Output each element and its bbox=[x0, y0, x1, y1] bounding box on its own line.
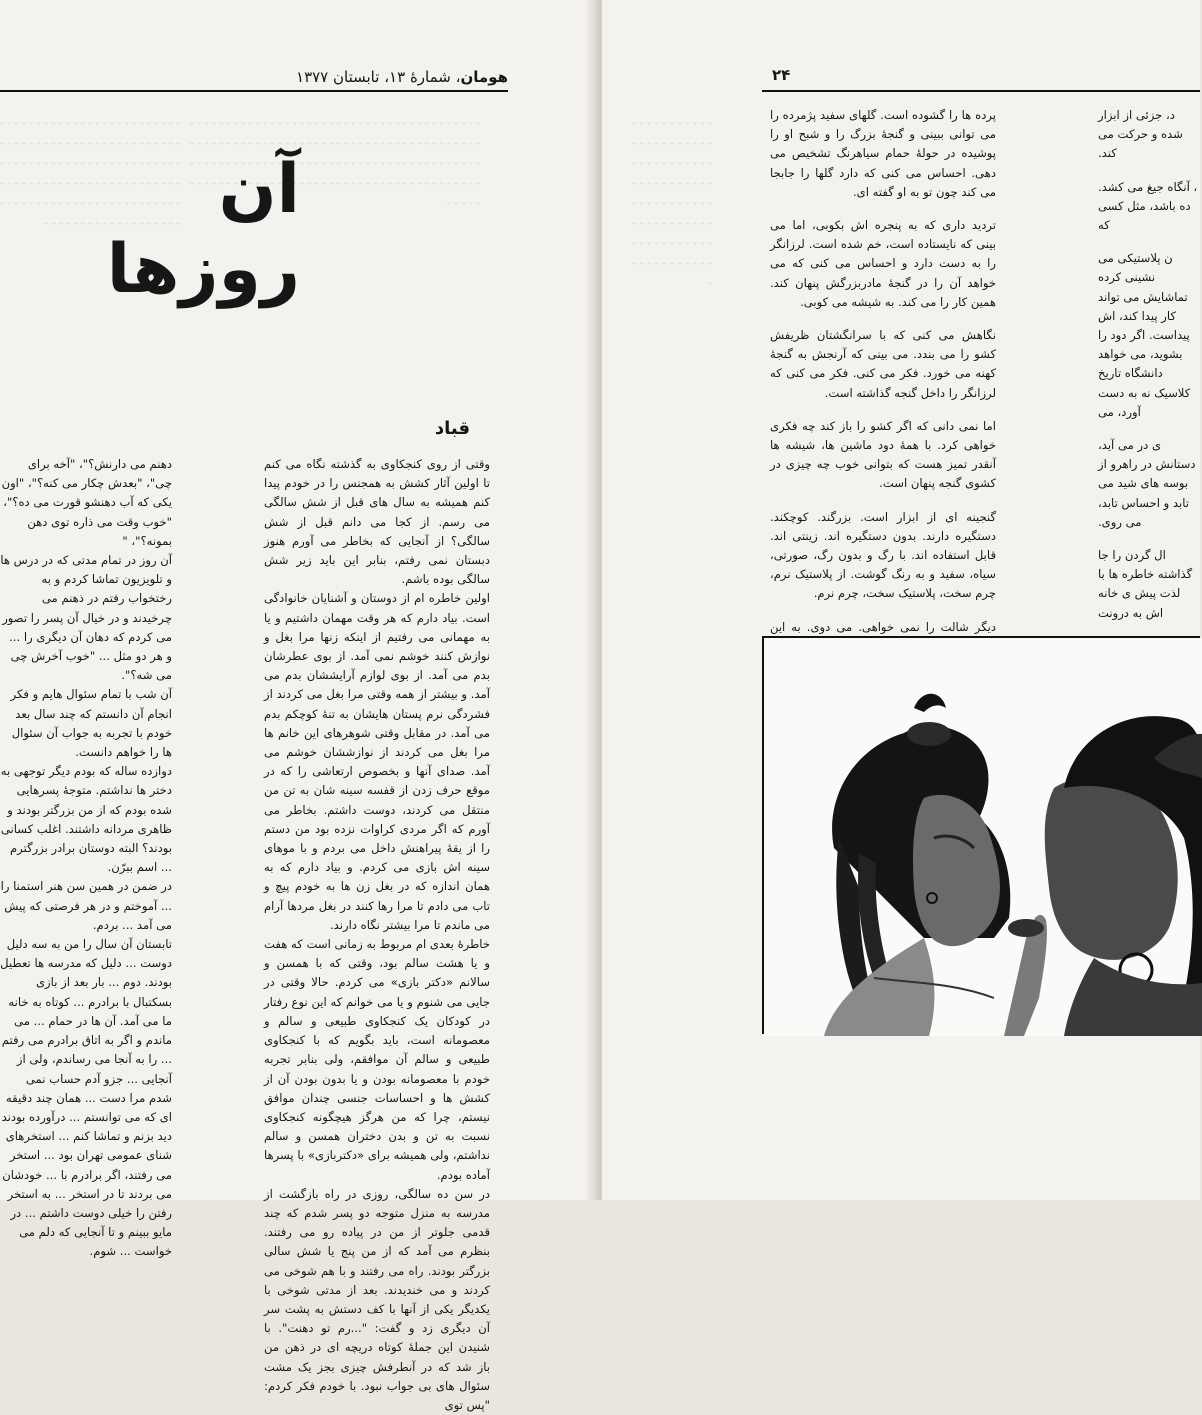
issue-info: ، شمارهٔ ۱۳، تابستان ۱۳۷۷ bbox=[296, 68, 461, 86]
magazine-name: هومان bbox=[460, 68, 508, 86]
paragraph: دیگر شالت را نمی خواهی. می دوی. به این bbox=[770, 619, 996, 634]
paragraph: د، جزئی از ابزار شده و حرکت می کند. bbox=[1098, 108, 1183, 161]
paragraph: پرده ها را گشوده است. گلهای سفید پژمرده را می توانی ببینی و گنجهٔ بزرگ را و شبح او را پوشیده در حولهٔ حمام سیاهرنگ تشخیص می دهی. احساس می کنی که دارد گلها را جابجا می کند چون تو به او گفته ای. bbox=[770, 108, 996, 199]
show-through-text: ـ ـ ـ ـ ـ ـ ـ ـ ـ ـ ـ ـ ـ ـ ـ ـ ـ ـ ـ ـ ـ ـ ـ ـ ـ ـ ـ ـ ـ ـ ـ ـ ـ ـ ـ ـ ـ ـ ـ ـ ـ ـ ـ ـ ـ ـ ـ ـ ـ ـ ـ ـ ـ ـ ـ ـ ـ ـ ـ ـ ـ ـ ـ ـ ـ ـ ـ ـ ـ ـ ـ ـ ـ ـ ـ ـ ـ ـ ـ ـ ـ ـ ـ ـ ـ ـ ـ ـ ـ ـ ـ ـ ـ ـ ـ ـ ـ ـ ـ ـ ـ ـ ـ ـ ـ ـ ـ ـ ـ ـ ـ ـ ـ ـ ـ ـ ـ ـ ـ ـ ـ ـ ـ ـ ـ ـ ـ ـ ـ ـ ـ ـ ـ ـ ـ ـ ـ ـ ـ ـ ـ ـ ـ ـ bbox=[0, 113, 180, 227]
paragraph: آن روز در تمام مدتی که در درس ها و تلویزیون تماشا کردم و به رختخواب رفتم در ذهنم می چرخیدند و در خیال آن پسر را تصور می کردم که دهان آن دیگری را ... و هر دو مثل ... "خوب آخرش چی می شه؟". bbox=[0, 553, 172, 683]
photo-two-women-kissing bbox=[764, 638, 1202, 1036]
paragraph: دهنم می دارنش؟"، "آخه برای چی"، "بعدش چکار می کنه؟"، "اون یکی که آب دهنشو قورت می ده؟"، "خوب وقت می ذاره توی دهن بمونه؟"، " bbox=[1, 457, 172, 548]
paragraph: در ضمن در همین سن هنر استمنا را ... آموختم و در هر فرصتی که پیش می آمد ... بردم. bbox=[0, 879, 172, 932]
paragraph: وقتی از روی کنجکاوی به گذشته نگاه می کنم تا اولین آثار کشش به همجنس را در خودم پیدا کنم همیشه به سال های قبل از شش سالگی می رسم. از کجا می دانم قبل از شش سالگی؟ از آنجایی که بخاطر می آورم هنوز دبستان نمی رفتم، بنابر این باید زیر شش سالگی بوده باشم. bbox=[264, 457, 490, 587]
article-photo bbox=[762, 636, 1200, 1034]
story-column-left bbox=[770, 106, 996, 634]
show-through-text: ـ ـ ـ ـ ـ ـ ـ ـ ـ ـ ـ ـ ـ ـ ـ ـ ـ ـ ـ ـ ـ ـ ـ ـ ـ ـ ـ ـ ـ ـ ـ ـ ـ ـ ـ ـ ـ ـ ـ ـ ـ ـ ـ ـ ـ ـ ـ ـ ـ ـ ـ ـ ـ ـ ـ ـ ـ ـ ـ ـ ـ ـ ـ ـ ـ ـ ـ ـ ـ ـ ـ ـ ـ ـ ـ ـ ـ ـ ـ ـ ـ ـ ـ ـ ـ ـ ـ ـ ـ bbox=[632, 113, 712, 287]
paragraph: اما نمی دانی که اگر کشو را باز کند چه فکری خواهی کرد. با همهٔ دود ماشین ها، شیشه ها آنقدر تمیز هست که بتوانی خوب چه چیزی در کشوی گنجه پنهان است. bbox=[770, 418, 996, 491]
article-author: قباد bbox=[434, 418, 470, 439]
header-rule bbox=[0, 90, 508, 92]
paragraph: تابستان آن سال را من به سه دلیل دوست ... دلیل که مدرسه ها تعطیل بودند. دوم ... بار بعد از بازی بسکتبال با برادرم ... کوتاه به خانه ما می آمد. آن ها در حمام ... می ماندم و اگر به اتاق برادرم می رفتم ... را به آنجا می رساندم، ولی از آنجایی ... جزو آدم حساب نمی شدم مرا دست ... همان چند دقیقه ای که می توانستم ... درآورده بودند دید بزنم و تماشا کنم ... استخرهای شنای عمومی تهران بود ... استخر می رفتند، اگر برادرم با ... خودشان می بردند تا در استخر ... به استخر رفتن را خیلی دوست داشتم ... در مایو ببینم و تا آنجایی که دلم می خواست ... شوم. bbox=[0, 937, 172, 1259]
header-rule bbox=[762, 90, 1200, 92]
paragraph: نگاهش می کنی که با سرانگشتان ظریفش کشو را می بندد. می بینی که آرنجش به گنجهٔ کهنه می خورد. فکر می کنی. فکر می کنی که لرزانگر را داخل گنجه گذاشته است. bbox=[770, 328, 996, 400]
paragraph: ، آنگاه جیغ می کشد. ده باشد، مثل کسی که bbox=[1098, 179, 1198, 233]
paragraph: ن پلاستیکی می نشینی کرده تماشایش می تواند کار پیدا کند، اش پیداست. اگر دود را بشوید، می خواهد دانشگاه تاریخ کلاسیک نه به دست آورد، می bbox=[1098, 251, 1191, 419]
paragraph: دوازده ساله که بودم دیگر توجهی به دختر ها نداشتم. متوجهٔ پسرهایی شده بودم که از من بزرگتر بودند و ظاهری مردانه داشتند. اغلب کسانی بودند؟ البته دوستان برادر بزرگترم ... اسم ببرّن. bbox=[0, 764, 172, 875]
article-title: آن روزها bbox=[106, 150, 300, 309]
paragraph: در سن ده سالگی، روزی در راه بازگشت از مدرسه به منزل متوجه دو پسر شدم که چند قدمی جلوتر از من در پیاده رو می رفتند. بنظرم می آمد که از من پنج یا شش سالی بزرگتر بودند. راه می رفتند و با هم شوخی می کردند و می خندیدند. بعد از مدتی شوخی با یکدیگر یکی از آنها با کف دستش به پشت سر آن دیگری زد و گفت: "...رم تو دهنت". با شنیدن این جملهٔ کوتاه دریچه ای در ذهن من باز شد که در آنطرفش چیزی بجز یک مشت سئوال های بی جواب نبود. با خودم فکر کردم: "پس توی bbox=[264, 1186, 490, 1412]
show-through-text: ـ ـ ـ ـ ـ ـ ـ ـ ـ ـ ـ ـ ـ ـ ـ ـ ـ ـ ـ ـ ـ ـ ـ ـ ـ ـ ـ ـ ـ ـ ـ ـ ـ ـ ـ ـ ـ ـ ـ ـ ـ ـ ـ ـ ـ ـ ـ ـ ـ ـ ـ ـ ـ ـ ـ ـ ـ ـ ـ ـ ـ ـ ـ ـ ـ ـ ـ ـ ـ ـ ـ ـ ـ ـ ـ ـ ـ ـ ـ ـ ـ ـ ـ ـ ـ ـ ـ ـ ـ ـ ـ ـ ـ ـ ـ ـ ـ ـ ـ ـ ـ ـ ـ ـ ـ ـ ـ ـ ـ ـ ـ ـ ـ ـ ـ ـ ـ ـ ـ ـ ـ ـ ـ ـ ـ ـ ـ ـ ـ ـ ـ ـ ـ ـ ـ ـ ـ ـ ـ ـ ـ ـ ـ ـ ـ ـ ـ ـ ـ ـ ـ ـ ـ ـ ـ ـ ـ ـ ـ ـ ـ ـ ـ ـ ـ bbox=[190, 113, 480, 207]
story-column-right bbox=[1098, 106, 1200, 626]
left-page bbox=[0, 0, 598, 1412]
article-column-left bbox=[0, 455, 172, 1259]
paragraph: گنجینه ای از ابزار است. بزرگند. کوچکند. دستگیره دارند. بدون دستگیره اند. زینتی اند. قابل استفاده اند. با رگ و بدون رگ، صورتی، سیاه، سفید و به رنگ گوشت. از پلاستیک نرم، چرم سخت، پلاستیک سخت، چرم نرم. bbox=[770, 509, 996, 601]
article-column-right bbox=[264, 455, 490, 1412]
paragraph: اولین خاطره ام از دوستان و آشنایان خانوادگی است. بیاد دارم که هر وقت مهمان داشتیم و یا به مهمانی می رفتیم از اینکه زنها مرا بغل و نوازش کنند خوشم نمی آمد. از بوی عطرشان بدم می آمد. از بوی لوازم آرایششان بدم می آمد. و بیشتر از همه وقتی مرا بغل می کردند از فشردگی نرم پستان هایشان به تنهٔ کوچکم بدم می آمد. در مقابل وقتی شوهرهای این خانم ها مرا بغل می کردند از نوازششان خوشم می آمد. صدای آنها و بخصوص ارتعاشی را که در موقع حرف زدن از قفسه سینه شان به تن من منتقل می کردند، دوست داشتم. بخاطر می آورم که اگر مردی کراوات نزده بود من دستم را از یقهٔ پیراهنش داخل می بردم و با موهای سینه اش بازی می کردم. و بیاد دارم که به همان اندازه که در بغل زن ها به خودم پیچ و تاب می دادم تا مرا رها کنند در بغل مردها آرام می ماندم تا مرا بیشتر نگاه دارند. bbox=[264, 591, 490, 932]
page-number: ۲۴ bbox=[772, 66, 791, 84]
paragraph: خاطرهٔ بعدی ام مربوط به زمانی است که هفت و یا هشت سالم بود، وقتی که با همسن و سالانم «دکتر بازی» می کردم. حالا وقتی در جایی می شنوم و یا می خوانم که این نوع رفتار در کودکان یک کنجکاوی طبیعی و سالم و معصومانه است، باید بگویم که با کنجکاوی طبیعی و سالم آن موافقم، ولی بنابر تجربه خودم با معصومانه بودن و یا بدون بودن آن از کشش ها و احساسات جنسی چندان موافق نیستم، چرا که من هرگز هیچگونه کنجکاوی نسبت به تن و بدن دختران همسن و سالم نداشتم، ولی همیشه برای «دکتربازی» با پسرها آماده بودم. bbox=[264, 937, 490, 1182]
paragraph: ی در می آید، دستانش در راهرو از بوسه های شید می تابد و احساس تابد، می روی. bbox=[1098, 438, 1196, 529]
paragraph: تردید داری که به پنجره اش بکوبی، اما می بینی که نایستاده است، خم شده است. لرزانگر را به دست دارد و احساس می کنی که می خواهد آن را در گنجهٔ مادربزرگش پنهان کند. همین کار را می کند. به شیشه می کوبی. bbox=[770, 218, 996, 309]
running-head bbox=[296, 68, 508, 86]
paragraph: آن شب با تمام سئوال هایم و فکر انجام آن دانستم که چند سال بعد خودم با تجربه به جواب آن سئوال ها را خواهم دانست. bbox=[10, 687, 172, 760]
paragraph: ال گردن را جا گذاشته خاطره ها با لذت پیش ی خانه اش به درونت bbox=[1098, 548, 1193, 620]
